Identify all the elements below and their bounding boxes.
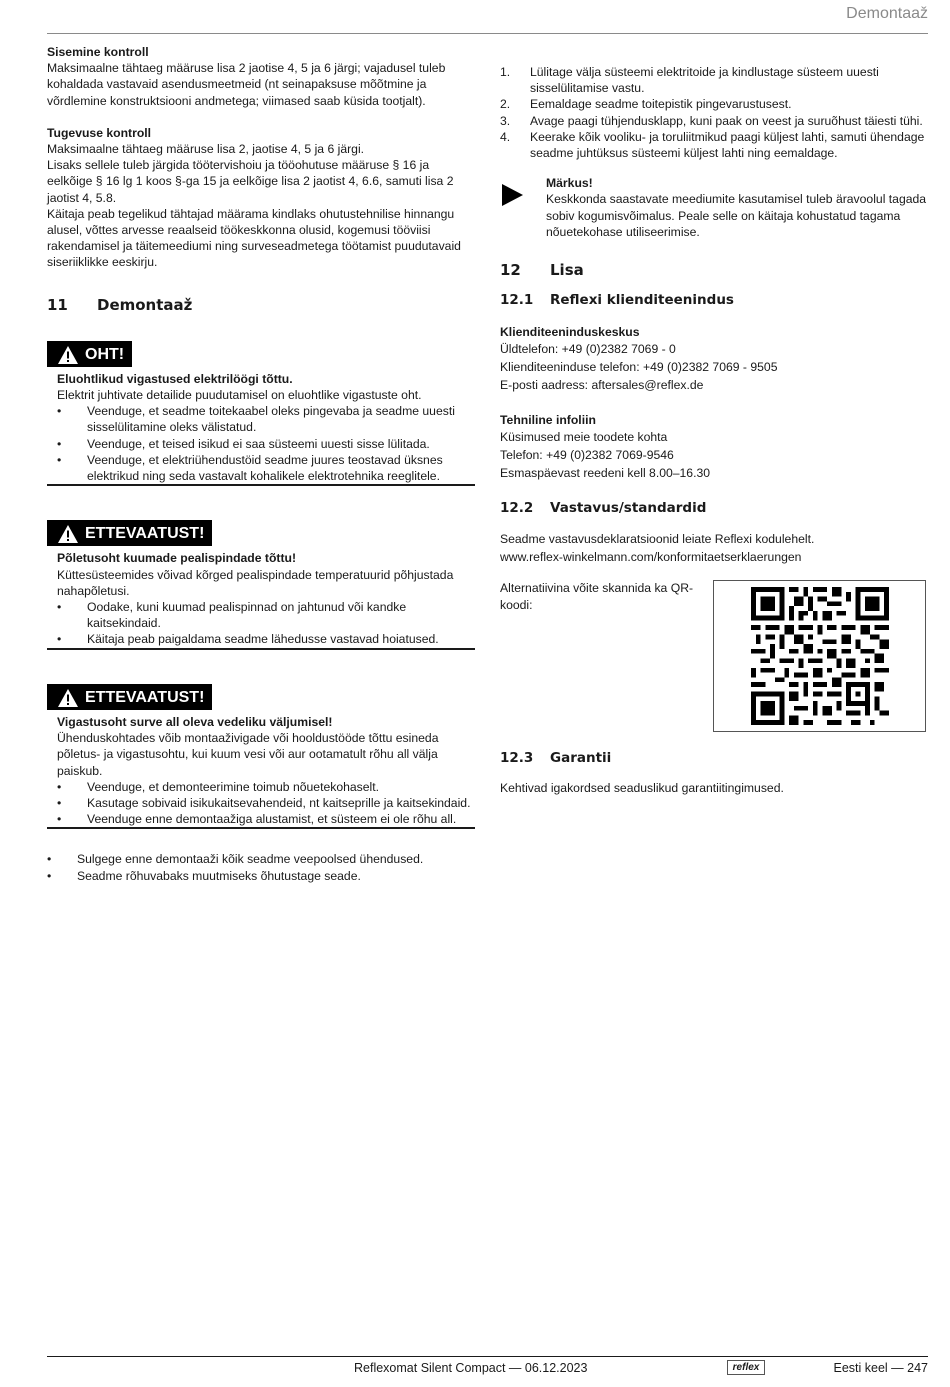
- list-item: • Veenduge, et elektriühendustöid seadme juures teostavad üksnes elektrikud ning seda vastavalt kohalikele elektrotehnika reeglitele.: [57, 452, 443, 484]
- header-divider: [47, 33, 928, 34]
- qr-code-image[interactable]: [751, 587, 889, 725]
- list-item: • Veenduge, et seadme toitekaabel oleks pingevaba ja seadme uuesti sisselülitamine oleks välistatud.: [57, 404, 455, 435]
- warning-text: Ühenduskohtades võib montaaživigade või hooldustööde tõttu esineda põletus- ja vigastusohtu, kui kuum vesi või aur ootamatult rõhu all välja paiskub.: [57, 731, 439, 778]
- warning-triangle-icon: [57, 524, 79, 544]
- conformity-text: Seadme vastavusdeklaratsioonid leiate Reflexi kodulehelt.: [500, 532, 815, 547]
- hotline-line: Telefon: +49 (0)2382 7069-9546: [500, 448, 674, 463]
- strength-check-p3: Käitaja peab tegelikud tähtajad määrama kindlaks ohutustehnilise hinnangu alusel, võttes arvesse reaalseid töökeskkonna olusid, kogemusi tööviisi rakendamisel ja täitemeediumi ning surveseadmetega töötamist puudutavaid siseriiklikke eeskirju.: [47, 206, 461, 270]
- section-title: Demontaaž: [97, 295, 193, 314]
- service-center-title: Klienditeeninduskeskus: [500, 325, 640, 340]
- qr-instruction: Alternatiivina võite skannida ka QR-koodi:: [500, 581, 694, 612]
- section-12-1-heading: [500, 292, 928, 312]
- note-text: Keskkonda saastavate meediumite kasutamisel tuleb äravoolul tagada sobiv kogumisvõimalus. Peale selle on käitaja kohustatud tagama nõuetekohase utiliseerimise.: [546, 192, 927, 239]
- step-item: 3. Avage paagi tühjendusklapp, kuni paak on veest ja suruõhust täiesti tühi.: [500, 113, 923, 128]
- caution-badge: [47, 520, 212, 546]
- step-item: 2. Eemaldage seadme toitepistik pingevarustusest.: [500, 97, 792, 112]
- service-line: Üldtelefon: +49 (0)2382 7069 - 0: [500, 342, 676, 357]
- caution-label: ETTEVAATUST!: [85, 688, 205, 706]
- section-title: Reflexi klienditeenindus: [550, 292, 734, 309]
- list-item: • Seadme rõhuvabaks muutmiseks õhutustage seade.: [47, 868, 361, 883]
- caution-label: ETTEVAATUST!: [85, 525, 205, 543]
- internal-check-title: Sisemine kontroll: [47, 45, 149, 59]
- section-title: Lisa: [550, 261, 584, 280]
- qr-code-frame: [713, 580, 926, 732]
- list-item: • Oodake, kuni kuumad pealispinnad on jahtunud või kandke kaitsekindaid.: [57, 600, 407, 631]
- danger-label: OHT!: [85, 345, 125, 363]
- strength-check-p2: Lisaks sellele tuleb järgida töötervishoiu ja tööohutuse määruse § 16 ja eelkõige § 16 lg 1 koos §-ga 15 ja eelkõige lisa 2 jaotist 4, 6.6, samuti lisa 2 jaotist 4, 5.8.: [47, 158, 454, 205]
- service-line: Klienditeeninduse telefon: +49 (0)2382 7069 - 9505: [500, 360, 778, 375]
- step-item: 4. Keerake kõik vooliku- ja toruliitmikud paagi küljest lahti, samuti ühendage seadme juhtüksus süsteemi küljest lahti ning eemaldage.: [500, 129, 925, 161]
- conformity-url[interactable]: www.reflex-winkelmann.com/konformitaetserklaerungen: [500, 550, 802, 565]
- warning-heading: Põletusoht kuumade pealispindade tõttu!: [57, 551, 297, 566]
- strength-check-title: Tugevuse kontroll: [47, 125, 152, 140]
- warranty-text: Kehtivad igakordsed seaduslikud garantiitingimused.: [500, 781, 784, 796]
- page-header-title: Demontaaž: [846, 5, 928, 22]
- warning-heading: Vigastusoht surve all oleva vedeliku väljumisel!: [57, 714, 333, 729]
- list-item: • Käitaja peab paigaldama seadme lähedusse vastavad hoiatused.: [57, 632, 439, 647]
- qr-row: [500, 580, 928, 732]
- warning-text: Küttesüsteemides võivad kõrged pealispindade temperatuurid põhjustada nahapõletusi.: [57, 567, 454, 598]
- section-title: Garantii: [550, 750, 612, 767]
- section-number: 11: [47, 295, 68, 314]
- footer-page-number: Eesti keel — 247: [833, 1361, 928, 1375]
- section-12-heading: [500, 262, 928, 282]
- list-item: • Sulgege enne demontaaži kõik seadme veepoolsed ühendused.: [47, 852, 424, 867]
- left-column: [47, 44, 475, 884]
- right-column: [500, 64, 928, 797]
- footer-divider: [47, 1356, 928, 1357]
- warning-text: Elektrit juhtivate detailide puudutamisel on eluohtlike vigastuste oht.: [57, 388, 422, 403]
- list-item: • Veenduge, et teised isikud ei saa süsteemi uuesti sisse lülitada.: [57, 436, 430, 451]
- warning-heading: Eluohtlikud vigastused elektrilöögi tõttu.: [57, 371, 293, 386]
- hotline-title: Tehniline infoliin: [500, 413, 596, 428]
- internal-check-text: Maksimaalne tähtaeg määruse lisa 2 jaotise 4, 5 ja 6 järgi; vajadusel tuleb kohaldada vastavaid asendusmeetmeid (nt seinapaksuse mõõtmine ja võrdlemine konstruktsiooni andmetega; viimased saab küsida tootjalt).: [47, 61, 446, 108]
- section-12-3-heading: [500, 750, 928, 770]
- danger-badge: [47, 341, 132, 367]
- section-title: Vastavus/standardid: [550, 500, 707, 517]
- section-number: 12.2: [500, 500, 534, 517]
- service-line: E-posti aadress: aftersales@reflex.de: [500, 378, 704, 393]
- strength-check-p1: Maksimaalne tähtaeg määruse lisa 2, jaotise 4, 5 ja 6 järgi.: [47, 142, 365, 157]
- demontage-bullets: [47, 851, 475, 883]
- section-number: 12.3: [500, 750, 534, 767]
- list-item: • Veenduge enne demontaažiga alustamist, et süsteem ei ole rõhu all.: [57, 812, 457, 827]
- caution-warning-box: [47, 520, 475, 649]
- reflex-logo: reflex: [727, 1360, 765, 1375]
- section-11-heading: [47, 297, 475, 317]
- step-item: 1. Lülitage välja süsteemi elektritoide ja kindlustage süsteem uuesti sisselülitamise vastu.: [500, 65, 879, 96]
- warning-triangle-icon: [57, 688, 79, 708]
- warning-triangle-icon: [57, 345, 79, 365]
- section-number: 12: [500, 261, 521, 280]
- caution-badge: [47, 684, 212, 710]
- caution-warning-box: [47, 684, 475, 830]
- list-item: • Veenduge, et demonteerimine toimub nõuetekohaselt.: [57, 779, 380, 794]
- section-12-2-heading: [500, 500, 928, 520]
- note-arrow-icon: [500, 183, 524, 207]
- danger-warning-box: [47, 341, 475, 487]
- section-number: 12.1: [500, 292, 534, 309]
- note-box: [500, 175, 928, 240]
- list-item: • Kasutage sobivaid isikukaitsevahendeid, nt kaitseprille ja kaitsekindaid.: [57, 795, 471, 810]
- note-title: Märkus!: [546, 176, 593, 191]
- footer-document-info: Reflexomat Silent Compact — 06.12.2023: [354, 1361, 588, 1375]
- hotline-line: Küsimused meie toodete kohta: [500, 430, 668, 445]
- hotline-line: Esmaspäevast reedeni kell 8.00–16.30: [500, 466, 711, 481]
